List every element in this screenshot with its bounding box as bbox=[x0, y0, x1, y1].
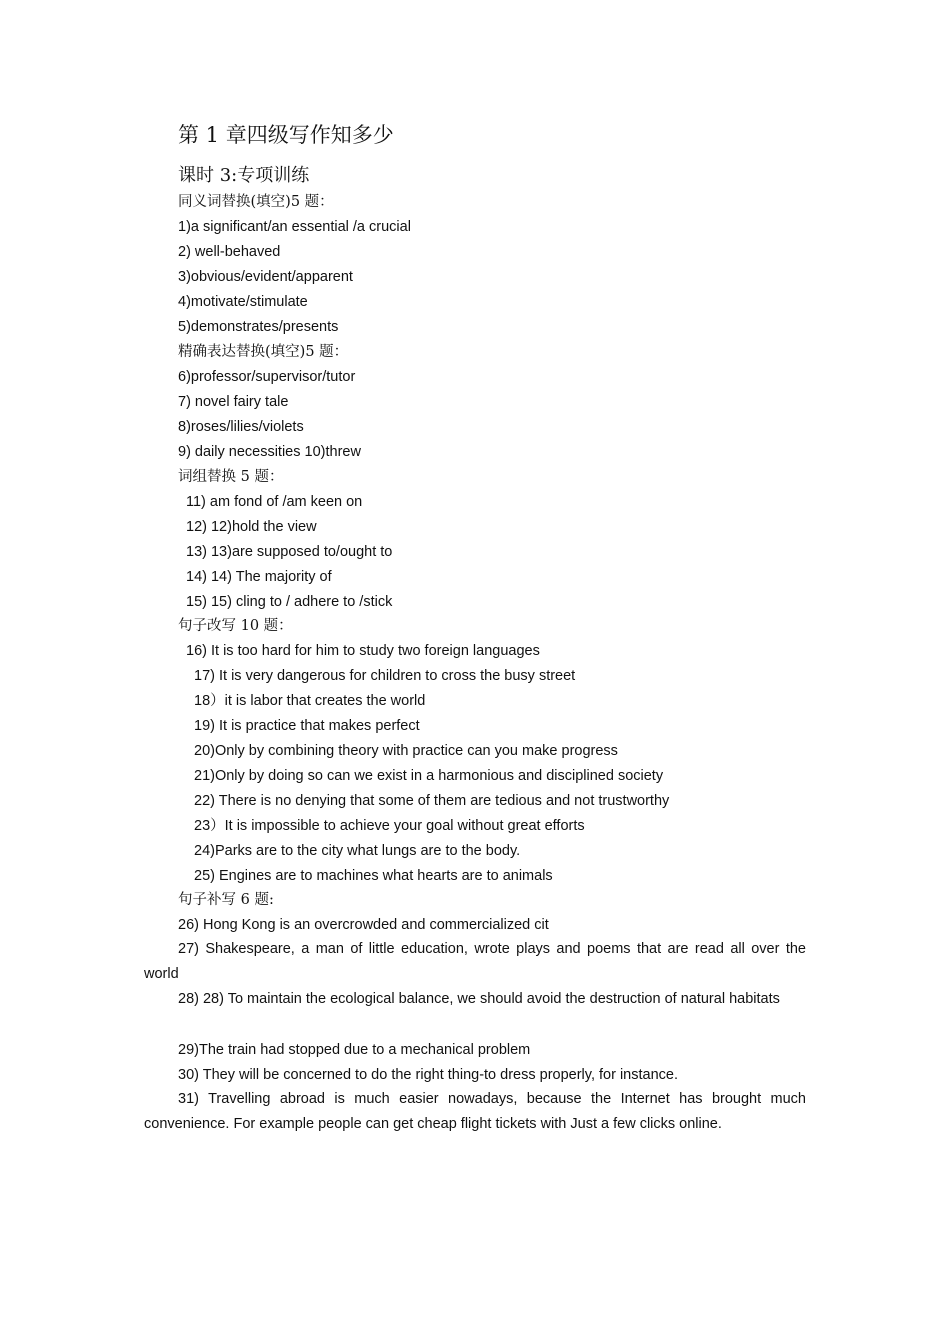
section-heading-phrase: 词组替换 5 题： bbox=[178, 469, 284, 485]
section-heading-synonym: 同义词替换(填空)5 题： bbox=[178, 194, 334, 210]
section-heading-complete: 句子补写 6 题: bbox=[178, 892, 274, 908]
list-item: 21)Only by doing so can we exist in a harmonious and disciplined society bbox=[194, 768, 664, 784]
section-heading-rewrite: 句子改写 10 题： bbox=[178, 618, 293, 634]
list-item: 19) It is practice that makes perfect bbox=[194, 718, 420, 734]
list-item: 9) daily necessities 10)threw bbox=[178, 444, 361, 460]
list-item: 31) Travelling abroad is much easier nowadays, because the Internet has brought much convenience. For example people can get cheap flight tickets with Just a few clicks online. bbox=[144, 1091, 806, 1132]
list-item: 8)roses/lilies/violets bbox=[178, 419, 304, 435]
list-item: 4)motivate/stimulate bbox=[178, 294, 308, 310]
chapter-title: 第 1 章四级写作知多少 bbox=[178, 123, 394, 147]
list-item: 6)professor/supervisor/tutor bbox=[178, 369, 356, 385]
list-item: 7) novel fairy tale bbox=[178, 394, 289, 410]
list-item: 28) 28) To maintain the ecological balance, we should avoid the destruction of natural habitats bbox=[178, 991, 780, 1007]
list-item: 27) Shakespeare, a man of little education, wrote plays and poems that are read all over the world bbox=[144, 941, 806, 982]
list-item: 18）it is labor that creates the world bbox=[194, 693, 426, 709]
list-item: 5)demonstrates/presents bbox=[178, 319, 339, 335]
list-item: 3)obvious/evident/apparent bbox=[178, 269, 353, 285]
list-item: 23）It is impossible to achieve your goal without great efforts bbox=[194, 818, 585, 834]
list-item: 24)Parks are to the city what lungs are to the body. bbox=[194, 843, 521, 859]
list-item: 20)Only by combining theory with practice can you make progress bbox=[194, 743, 618, 759]
list-item: 15) 15) cling to / adhere to /stick bbox=[186, 594, 393, 610]
list-item: 17) It is very dangerous for children to cross the busy street bbox=[194, 668, 576, 684]
section-heading-precise: 精确表达替换(填空)5 题： bbox=[178, 344, 349, 360]
list-item: 16) It is too hard for him to study two foreign languages bbox=[186, 643, 540, 659]
list-item: 14) 14) The majority of bbox=[186, 569, 332, 585]
list-item: 12) 12)hold the view bbox=[186, 519, 317, 535]
list-item: 13) 13)are supposed to/ought to bbox=[186, 544, 393, 560]
list-item: 29)The train had stopped due to a mechanical problem bbox=[178, 1042, 531, 1058]
list-item: 1)a significant/an essential /a crucial bbox=[178, 219, 411, 235]
list-item: 25) Engines are to machines what hearts are to animals bbox=[194, 868, 553, 884]
list-item: 11) am fond of /am keen on bbox=[186, 494, 363, 510]
list-item: 26) Hong Kong is an overcrowded and commercialized cit bbox=[178, 917, 549, 933]
list-item: 30) They will be concerned to do the right thing-to dress properly, for instance. bbox=[178, 1067, 678, 1083]
list-item: 22) There is no denying that some of them are tedious and not trustworthy bbox=[194, 793, 670, 809]
lesson-title: 课时 3:专项训练 bbox=[178, 165, 310, 186]
list-item: 2) well-behaved bbox=[178, 244, 281, 260]
